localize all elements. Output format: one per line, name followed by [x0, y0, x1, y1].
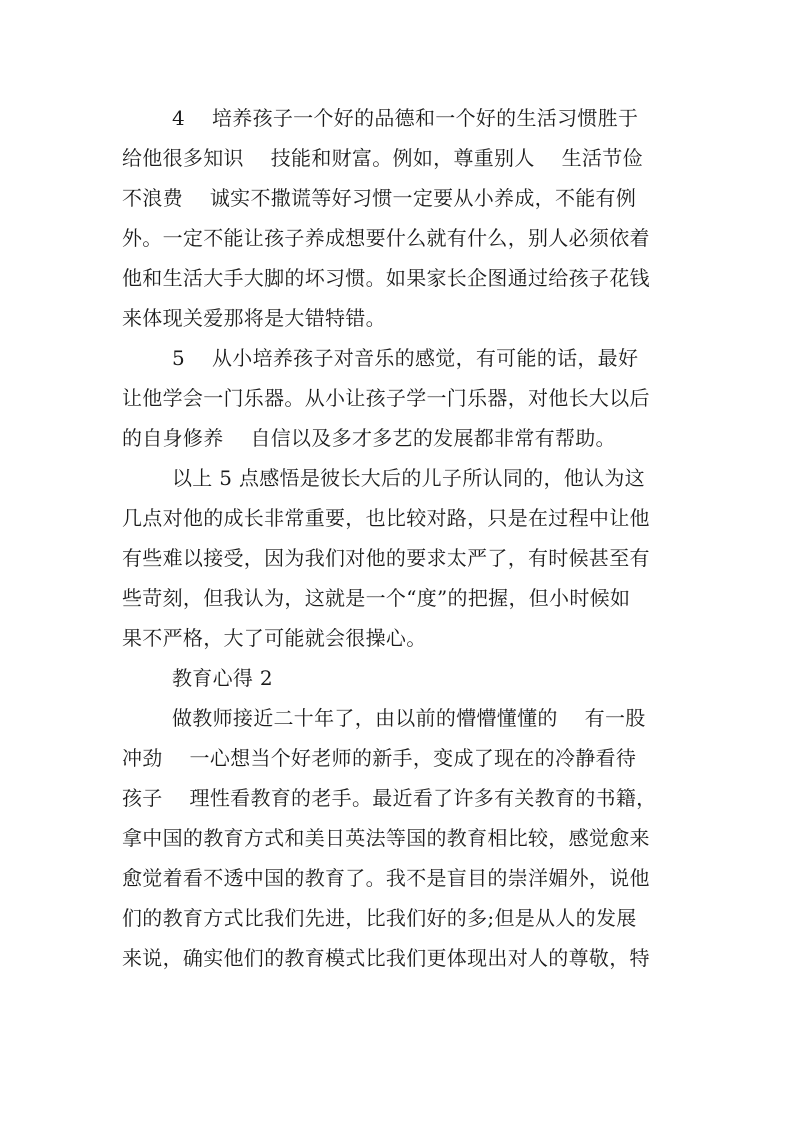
paragraph-5-line-3: 的自身修养 自信以及多才多艺的发展都非常有帮助。: [122, 426, 616, 450]
summary-line-1: 以上 5 点感悟是彼长大后的儿子所认同的，他认为这: [172, 466, 645, 490]
essay-line-6: 们的教育方式比我们先进，比我们好的多;但是从人的发展: [122, 906, 637, 930]
paragraph-4-line-1: 4 培养孩子一个好的品德和一个好的生活习惯胜于: [172, 106, 639, 130]
paragraph-4-line-6: 来体现关爱那将是大错特错。: [122, 306, 386, 330]
paragraph-4-line-3: 不浪费 诚实不撒谎等好习惯一定要从小养成，不能有例: [122, 186, 637, 210]
essay-line-1: 做教师接近二十年了，由以前的懵懵懂懂的 有一股: [172, 706, 646, 730]
paragraph-5-line-1: 5 从小培养孩子对音乐的感觉，有可能的话，最好: [172, 346, 639, 370]
paragraph-4-line-2: 给他很多知识 技能和财富。例如，尊重别人 生活节俭: [122, 146, 643, 170]
essay-line-3: 孩子 理性看教育的老手。最近看了许多有关教育的书籍，: [122, 786, 657, 810]
essay-line-7: 来说，确实他们的教育模式比我们更体现出对人的尊敬，特: [122, 946, 650, 970]
summary-line-4: 些苛刻，但我认为，这就是一个“度”的把握，但小时候如: [122, 586, 631, 610]
essay-line-5: 愈觉着看不透中国的教育了。我不是盲目的崇洋媚外，说他: [122, 866, 650, 890]
paragraph-5-line-2: 让他学会一门乐器。从小让孩子学一门乐器，对他长大以后: [122, 386, 650, 410]
section-heading: 教育心得 2: [172, 666, 273, 690]
summary-line-2: 几点对他的成长非常重要，也比较对路，只是在过程中让他: [122, 506, 650, 530]
summary-line-3: 有些难以接受，因为我们对他的要求太严了，有时候甚至有: [122, 546, 650, 570]
paragraph-4-line-4: 外。一定不能让孩子养成想要什么就有什么，别人必须依着: [122, 226, 650, 250]
paragraph-4-line-5: 他和生活大手大脚的坏习惯。如果家长企图通过给孩子花钱: [122, 266, 650, 290]
summary-line-5: 果不严格，大了可能就会很操心。: [122, 626, 427, 650]
essay-line-4: 拿中国的教育方式和美日英法等国的教育相比较，感觉愈来: [122, 826, 650, 850]
essay-line-2: 冲劲 一心想当个好老师的新手，变成了现在的冷静看待: [122, 746, 637, 770]
